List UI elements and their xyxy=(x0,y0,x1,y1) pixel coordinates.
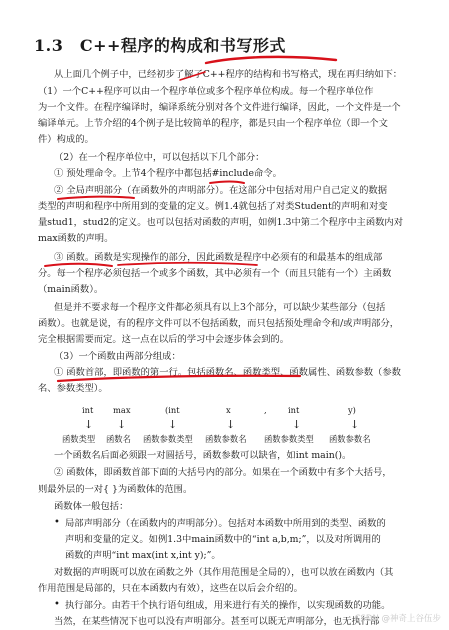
paragraph-line: 完全根据需要而定。这一点在以后的学习中会逐步体会到的。 xyxy=(38,334,290,345)
paragraph-line: 当然，在某些情况下也可以没有声明部分。甚至可以既无声明部分，也无执行部 xyxy=(54,616,380,627)
header-token: x xyxy=(226,405,231,415)
paragraph-line: 名、参数类型）。 xyxy=(38,383,108,394)
watermark: CSDN @神奇上谷伍步 xyxy=(354,614,441,624)
header-token: int xyxy=(82,405,94,415)
paragraph-line: 对数据的声明既可以放在函数之外（其作用范围是全局的），也可以放在函数内（其 xyxy=(54,567,394,578)
paragraph-line: （main函数）。 xyxy=(38,284,104,295)
paragraph-line: 一个函数名后面必须跟一对圆括号，函数参数可以缺省，如int main()。 xyxy=(54,450,352,461)
down-arrow-icon: ↓ xyxy=(84,418,94,431)
header-token: int xyxy=(288,405,300,415)
paragraph-line: max函数的声明。 xyxy=(38,233,114,244)
down-arrow-icon: ↓ xyxy=(350,418,360,431)
header-label: 函数参数类型 xyxy=(143,434,193,444)
bullet-local-declaration: 局部声明部分（在函数内的声明部分）。包括对本函数中所用到的类型、函数的 xyxy=(65,518,386,529)
item-function: ③ 函数。函数是实现操作的部分，因此函数是程序中必须有的和最基本的组成部 xyxy=(54,252,383,263)
header-label: 函数参数类型 xyxy=(264,434,314,444)
bullet-execution: 执行部分。由若干个执行语句组成，用来进行有关的操作，以实现函数的功能。 xyxy=(65,600,391,611)
bullet-icon: • xyxy=(54,599,60,610)
paragraph-line: （2）在一个程序单位中，可以包括以下几个部分： xyxy=(54,152,265,163)
item-function-header: ① 函数首部，即函数的第一行。包括函数名、函数类型、函数属性、函数参数（参数 xyxy=(54,367,401,378)
paragraph-line: 则最外层的一对{ }为函数体的范围。 xyxy=(38,484,193,495)
down-arrow-icon: ↓ xyxy=(168,418,178,431)
header-token: (int xyxy=(165,405,180,415)
paragraph-line: 但是并不要求每一个程序文件都必须具有以上3个部分，可以缺少某些部分（包括 xyxy=(54,302,386,313)
down-arrow-icon: ↓ xyxy=(292,418,302,431)
paragraph-line: 类型的声明和程序中所用到的变量的定义。例1.4就包括了对类Student的声明和对变 xyxy=(38,201,388,212)
header-token: , xyxy=(264,405,267,415)
paragraph-line: 编译单元。上节介绍的4个例子是比较简单的程序，都是只由一个程序单位（即一个文 xyxy=(38,118,388,129)
item-function-body: ② 函数体，即函数首部下面的大括号内的部分。如果在一个函数中有多个大括号， xyxy=(54,467,392,478)
item-preprocess: ① 预处理命令。上节4个程序中都包括#include命令。 xyxy=(54,168,282,179)
bullet-icon: • xyxy=(54,517,60,528)
paragraph-line: 量stud1，stud2的定义。也可以包括对函数的声明，如例1.3中第二个程序中主函数内对 xyxy=(38,217,404,228)
paragraph-line: 件）构成的。 xyxy=(38,134,94,145)
down-arrow-icon: ↓ xyxy=(117,418,127,431)
paragraph-line: 函数）。也就是说，有的程序文件可以不包括函数，而只包括预处理命令和/或声明部分， xyxy=(38,318,400,329)
header-label: 函数名 xyxy=(106,434,131,444)
header-token: max xyxy=(113,405,131,415)
paragraph-line: （1）一个C++程序可以由一个程序单位或多个程序单位构成。每一个程序单位作 xyxy=(38,86,374,97)
paragraph-line: 作用范围是局部的，只在本函数内有效），这些在以后会介绍的。 xyxy=(38,583,303,594)
paragraph-line: 声明和变量的定义。如例1.3中main函数中的“int a,b,m;”，以及对所调用的 xyxy=(65,534,381,545)
paragraph-line: （3）一个函数由两部分组成： xyxy=(54,351,181,362)
paragraph-line: 为一个文件。在程序编译时，编译系统分别对各个文件进行编译，因此，一个文件是一个 xyxy=(38,102,401,113)
header-label: 函数类型 xyxy=(62,434,96,444)
section-title: 1.3 C++程序的构成和书写形式 xyxy=(34,36,286,55)
paragraph-line: 从上面几个例子中，已经初步了解了C++程序的结构和书写格式，现在再归纳如下： xyxy=(54,69,403,80)
paragraph-line: 函数体一般包括： xyxy=(54,501,129,512)
header-label: 函数参数名 xyxy=(205,434,247,444)
header-label: 函数参数名 xyxy=(329,434,371,444)
paragraph-line: 分。每一个程序必须包括一个或多个函数，其中必须有一个（而且只能有一个）主函数 xyxy=(38,268,392,279)
header-token: y) xyxy=(348,405,356,415)
item-global-declaration: ② 全局声明部分（在函数外的声明部分）。在这部分中包括对用户自己定义的数据 xyxy=(54,185,387,196)
paragraph-line: 函数的声明“int max(int x,int y);”。 xyxy=(65,550,221,561)
down-arrow-icon: ↓ xyxy=(226,418,236,431)
